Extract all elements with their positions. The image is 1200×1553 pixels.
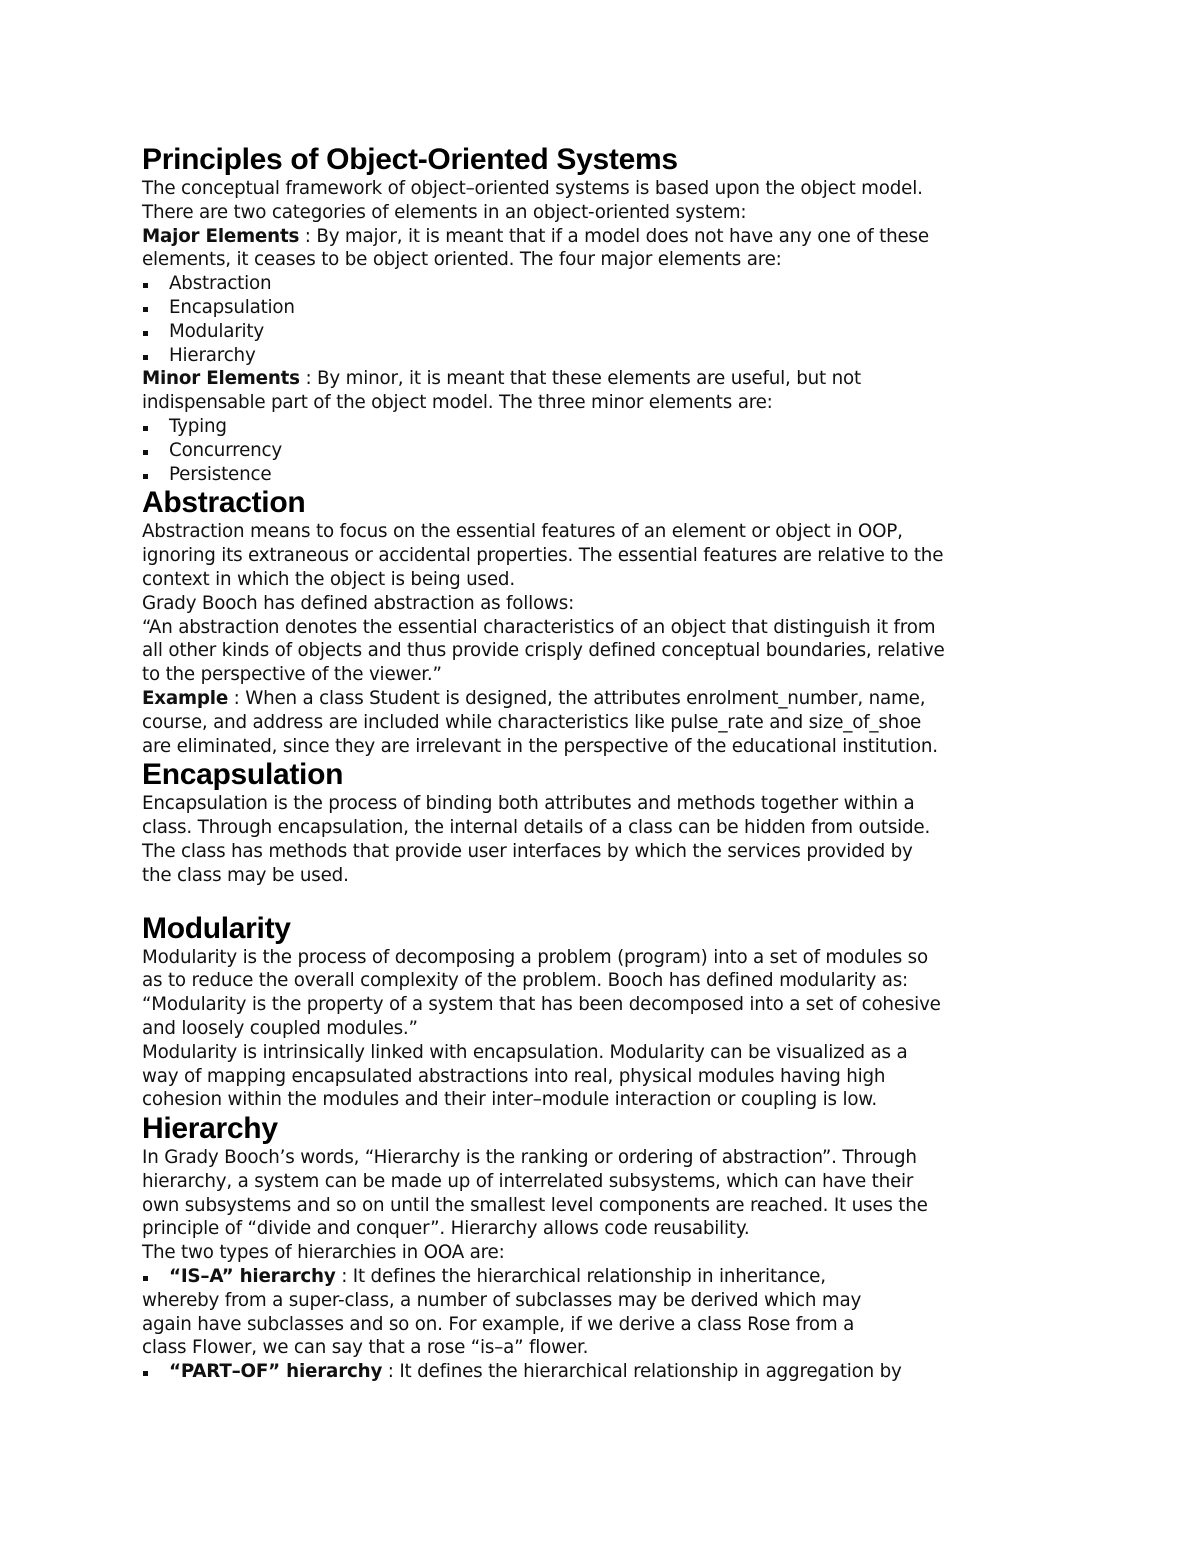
major-elements-line-1: Major Elements : By major, it is meant that if a model does not have any one of these	[142, 225, 929, 247]
hierarchy-line: principle of “divide and conquer”. Hierarchy allows code reusability.	[142, 1218, 750, 1240]
intro-line-1: The conceptual framework of object–oriented systems is based upon the object model.	[142, 178, 923, 199]
major-elements-line-2: elements, it ceases to be object oriented. The four major elements are:	[142, 249, 782, 271]
minor-elements-label: Minor Elements	[142, 368, 300, 390]
list-item: Hierarchy	[142, 344, 1062, 368]
encapsulation-heading: Encapsulation	[142, 758, 344, 792]
partof-hierarchy-label: “PART–OF” hierarchy	[169, 1361, 383, 1383]
encapsulation-line: class. Through encapsulation, the internal details of a class can be hidden from outside.	[142, 817, 931, 839]
encapsulation-line: Encapsulation is the process of binding both attributes and methods together within a	[142, 793, 915, 815]
abstraction-line: to the perspective of the viewer.”	[142, 664, 442, 686]
spacer	[142, 888, 1062, 912]
intro-line-2: There are two categories of elements in an object-oriented system:	[142, 201, 747, 223]
abstraction-line: Abstraction means to focus on the essential features of an element or object in OOP,	[142, 521, 903, 543]
list-item: Persistence	[142, 463, 1062, 487]
hierarchy-types-list	[142, 1265, 1062, 1289]
hierarchy-line: hierarchy, a system can be made up of interrelated subsystems, which can have their	[142, 1170, 914, 1192]
isa-hierarchy-item: “IS–A” hierarchy : It defines the hierarchical relationship in inheritance,	[142, 1265, 1062, 1289]
abstraction-heading: Abstraction	[142, 486, 306, 520]
major-elements-list	[142, 272, 1062, 367]
list-item: Concurrency	[142, 439, 1062, 463]
abstraction-line: all other kinds of objects and thus provide crisply defined conceptual boundaries, relative	[142, 640, 945, 662]
example-line-2: course, and address are included while characteristics like pulse_rate and size_of_shoe	[142, 711, 922, 733]
hierarchy-line: The two types of hierarchies in OOA are:	[142, 1242, 505, 1264]
modularity-heading: Modularity	[142, 911, 291, 945]
modularity-line: as to reduce the overall complexity of the problem. Booch has defined modularity as:	[142, 970, 909, 992]
example-line-3: are eliminated, since they are irrelevant in the perspective of the educational institution.	[142, 735, 938, 757]
abstraction-line: ignoring its extraneous or accidental properties. The essential features are relative to the	[142, 545, 944, 567]
hierarchy-types-list-2	[142, 1360, 1062, 1384]
document-page	[142, 143, 1062, 1384]
page-title: Principles of Object-Oriented Systems	[142, 143, 678, 176]
minor-elements-line-1: Minor Elements : By minor, it is meant that these elements are useful, but not	[142, 368, 861, 390]
partof-hierarchy-item: “PART–OF” hierarchy : It defines the hierarchical relationship in aggregation by	[142, 1360, 1062, 1384]
hierarchy-heading: Hierarchy	[142, 1112, 278, 1146]
list-item: Modularity	[142, 320, 1062, 344]
modularity-line: and loosely coupled modules.”	[142, 1017, 418, 1039]
modularity-line: cohesion within the modules and their inter–module interaction or coupling is low.	[142, 1089, 877, 1111]
list-item: Encapsulation	[142, 296, 1062, 320]
example-line-1: Example : When a class Student is designed, the attributes enrolment_number, name,	[142, 687, 926, 709]
isa-hierarchy-label: “IS–A” hierarchy	[169, 1266, 336, 1288]
hierarchy-line: In Grady Booch’s words, “Hierarchy is the ranking or ordering of abstraction”. Through	[142, 1147, 917, 1169]
minor-elements-list	[142, 415, 1062, 486]
example-label: Example	[142, 687, 229, 709]
modularity-line: way of mapping encapsulated abstractions into real, physical modules having high	[142, 1065, 886, 1087]
modularity-line: “Modularity is the property of a system that has been decomposed into a set of cohesive	[142, 994, 941, 1016]
isa-hierarchy-line: again have subclasses and so on. For example, if we derive a class Rose from a	[142, 1313, 855, 1335]
encapsulation-line: the class may be used.	[142, 864, 349, 886]
hierarchy-line: own subsystems and so on until the smallest level components are reached. It uses the	[142, 1194, 928, 1216]
isa-hierarchy-line: whereby from a super-class, a number of subclasses may be derived which may	[142, 1289, 862, 1311]
abstraction-line: context in which the object is being used.	[142, 568, 515, 590]
list-item: Abstraction	[142, 272, 1062, 296]
modularity-line: Modularity is intrinsically linked with encapsulation. Modularity can be visualized as a	[142, 1041, 908, 1063]
minor-elements-line-2: indispensable part of the object model. The three minor elements are:	[142, 392, 773, 414]
list-item: Typing	[142, 415, 1062, 439]
abstraction-line: “An abstraction denotes the essential characteristics of an object that distinguish it from	[142, 616, 936, 638]
modularity-line: Modularity is the process of decomposing a problem (program) into a set of modules so	[142, 946, 928, 968]
isa-hierarchy-line: class Flower, we can say that a rose “is–a” flower.	[142, 1337, 589, 1359]
encapsulation-line: The class has methods that provide user interfaces by which the services provided by	[142, 840, 913, 862]
major-elements-label: Major Elements	[142, 225, 300, 247]
abstraction-line: Grady Booch has defined abstraction as follows:	[142, 592, 575, 614]
